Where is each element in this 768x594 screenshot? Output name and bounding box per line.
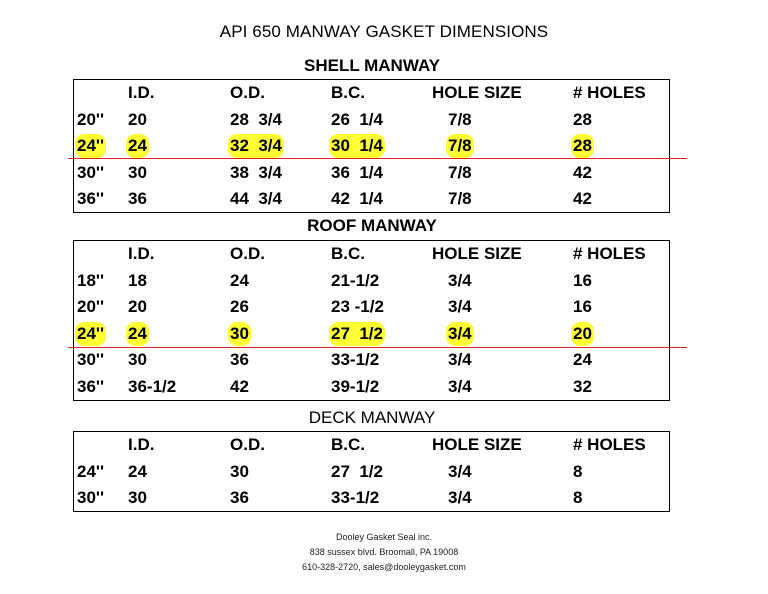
shell-cell-bc: 36 1/4 (331, 162, 383, 182)
roof-cell-od: 30 (228, 322, 251, 346)
shell-cell-hole-size: 7/8 (448, 109, 472, 129)
shell-header-od: O.D. (230, 83, 265, 102)
shell-cell-hole-size: 7/8 (448, 189, 472, 208)
footer-address: 838 sussex blvd. Broomall, PA 19008 (309, 547, 459, 557)
shell-cell-size: 24'' (75, 134, 106, 158)
shell-cell-bc: 30 1/4 (329, 134, 385, 158)
shell-header-id: I.D. (128, 83, 155, 102)
roof-cell-bc: 21-1/2 (331, 270, 380, 290)
roof-header-id: I.D. (128, 244, 155, 263)
shell-cell-od: 38 3/4 (230, 162, 282, 182)
shell-header-holes: # HOLES (573, 83, 646, 102)
deck-cell-bc: 27 1/2 (331, 461, 383, 481)
roof-marker-line (68, 347, 687, 348)
deck-cell-size: 30'' (77, 488, 104, 507)
roof-cell-hole-size: 3/4 (448, 270, 472, 290)
roof-cell-id: 24 (126, 322, 149, 346)
deck-cell-od: 36 (230, 488, 249, 507)
deck-manway-title: DECK MANWAY (308, 408, 436, 427)
deck-header-holes: # HOLES (573, 435, 646, 454)
shell-cell-id: 30 (128, 162, 147, 182)
shell-cell-size: 20'' (77, 109, 104, 129)
roof-header-holes: # HOLES (573, 244, 646, 263)
roof-cell-size: 18'' (77, 270, 104, 290)
shell-cell-hole-size: 7/8 (448, 162, 472, 182)
shell-cell-id: 24 (126, 134, 149, 158)
roof-header-hole-size: HOLE SIZE (432, 244, 522, 263)
shell-cell-bc: 42 1/4 (331, 189, 383, 208)
roof-cell-od: 42 (230, 376, 249, 396)
roof-cell-hole-size: 3/4 (448, 297, 472, 316)
roof-cell-hole-size: 3/4 (446, 322, 474, 346)
roof-cell-od: 36 (230, 350, 249, 369)
shell-cell-holes: 28 (571, 134, 594, 158)
roof-cell-id: 30 (128, 350, 147, 369)
deck-header-od: O.D. (230, 435, 265, 454)
shell-cell-od: 32 3/4 (228, 134, 284, 158)
roof-cell-hole-size: 3/4 (448, 376, 472, 396)
shell-header-hole-size: HOLE SIZE (432, 83, 522, 102)
shell-cell-id: 36 (128, 189, 147, 208)
roof-header-bc: B.C. (331, 244, 365, 263)
deck-header-id: I.D. (128, 435, 155, 454)
deck-cell-holes: 8 (573, 488, 583, 507)
roof-cell-size: 30'' (77, 350, 104, 369)
shell-manway-title: SHELL MANWAY (303, 56, 441, 75)
roof-cell-hole-size: 3/4 (448, 350, 472, 369)
deck-header-bc: B.C. (331, 435, 365, 454)
roof-cell-bc: 39-1/2 (331, 376, 380, 396)
deck-cell-id: 30 (128, 488, 147, 507)
roof-manway-title: ROOF MANWAY (307, 216, 437, 235)
shell-cell-id: 20 (128, 109, 147, 129)
roof-cell-size: 24'' (75, 322, 106, 346)
shell-cell-holes: 42 (573, 189, 592, 208)
roof-cell-od: 26 (230, 297, 249, 316)
shell-cell-holes: 28 (573, 109, 592, 129)
deck-cell-holes: 8 (573, 461, 583, 481)
roof-cell-id: 18 (128, 270, 147, 290)
shell-cell-size: 36'' (77, 189, 104, 208)
shell-marker-line (68, 158, 687, 159)
shell-cell-holes: 42 (573, 162, 592, 182)
shell-header-bc: B.C. (331, 83, 365, 102)
roof-cell-holes: 16 (573, 297, 592, 316)
roof-cell-bc: 27 1/2 (329, 322, 385, 346)
deck-cell-hole-size: 3/4 (448, 488, 472, 507)
shell-cell-od: 28 3/4 (230, 109, 282, 129)
deck-cell-hole-size: 3/4 (448, 461, 472, 481)
deck-header-hole-size: HOLE SIZE (432, 435, 522, 454)
shell-cell-size: 30'' (77, 162, 104, 182)
roof-cell-size: 36'' (77, 376, 104, 396)
roof-cell-holes: 24 (573, 350, 592, 369)
roof-cell-id: 36-1/2 (128, 376, 177, 396)
page-title: API 650 MANWAY GASKET DIMENSIONS (219, 22, 549, 41)
shell-cell-od: 44 3/4 (230, 189, 282, 208)
roof-cell-holes: 32 (573, 376, 592, 396)
roof-cell-od: 24 (230, 270, 249, 290)
shell-cell-bc: 26 1/4 (331, 109, 383, 129)
deck-cell-od: 30 (230, 461, 249, 481)
roof-cell-id: 20 (128, 297, 147, 316)
footer-contact: 610-328-2720, sales@dooleygasket.com (302, 562, 466, 572)
roof-cell-size: 20'' (77, 297, 104, 316)
roof-cell-holes: 20 (571, 322, 594, 346)
roof-header-od: O.D. (230, 244, 265, 263)
deck-cell-size: 24'' (77, 461, 104, 481)
roof-cell-bc: 33-1/2 (331, 350, 380, 369)
footer-company: Dooley Gasket Seal inc. (335, 532, 433, 542)
roof-cell-bc: 23 -1/2 (331, 297, 384, 316)
roof-cell-holes: 16 (573, 270, 592, 290)
deck-cell-bc: 33-1/2 (331, 488, 380, 507)
shell-cell-hole-size: 7/8 (446, 134, 474, 158)
deck-cell-id: 24 (128, 461, 147, 481)
